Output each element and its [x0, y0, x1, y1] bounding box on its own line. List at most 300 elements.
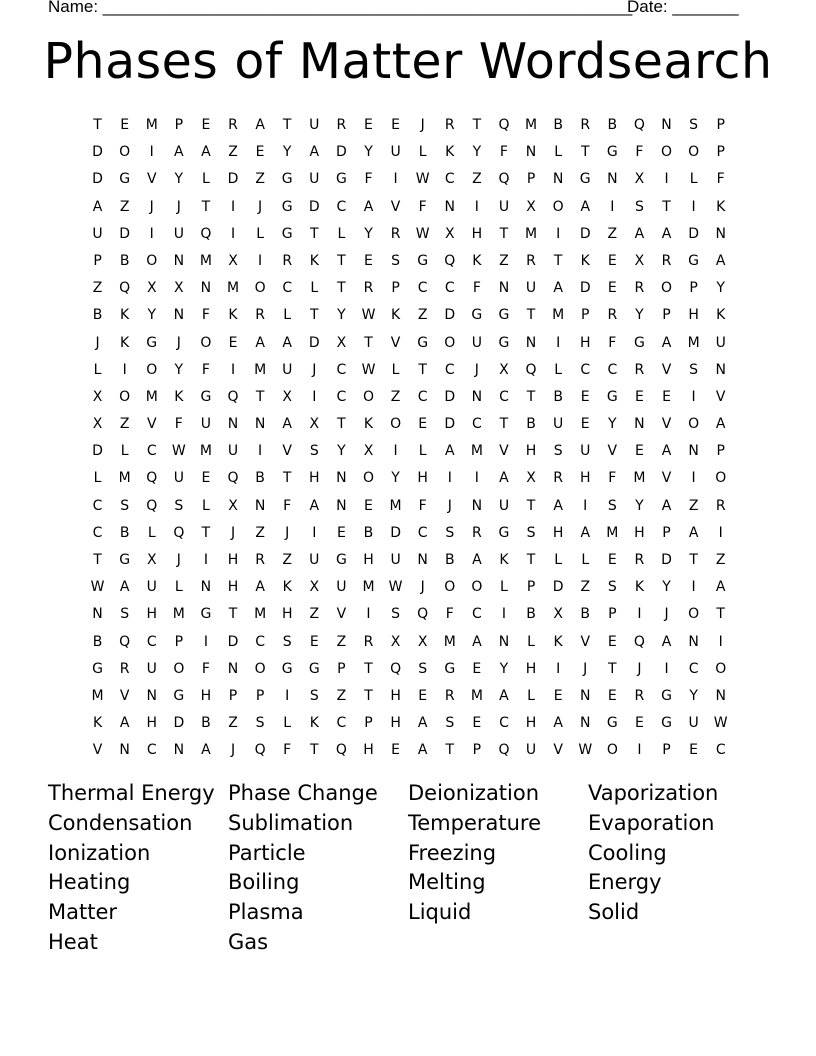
date-field-line: Date: _______	[627, 0, 739, 16]
grid-letter: D	[579, 225, 591, 242]
grid-letter: E	[580, 388, 590, 405]
grid-letter: T	[93, 552, 102, 568]
word-list-item: Condensation	[48, 810, 193, 835]
grid-letter: M	[118, 470, 131, 487]
grid-letter: L	[418, 443, 427, 460]
grid-letter: G	[335, 552, 347, 568]
grid-letter: B	[119, 252, 130, 269]
grid-letter: K	[92, 715, 103, 732]
grid-letter: X	[146, 552, 157, 568]
grid-letter: O	[688, 416, 700, 433]
grid-letter: I	[230, 361, 236, 378]
grid-letter: N	[498, 633, 510, 650]
grid-letter: R	[390, 225, 401, 242]
grid-letter: E	[418, 687, 428, 704]
grid-letter: J	[230, 524, 236, 541]
grid-letter: Z	[607, 225, 618, 242]
grid-letter: G	[119, 552, 131, 568]
grid-letter: D	[92, 171, 103, 188]
grid-letter: Y	[472, 144, 482, 161]
grid-letter: T	[201, 524, 211, 541]
grid-letter: N	[92, 606, 103, 623]
grid-letter: Q	[227, 470, 239, 487]
grid-letter: T	[472, 117, 482, 133]
grid-letter: I	[474, 470, 479, 487]
word-list-item: Heat	[48, 929, 98, 954]
grid-letter: A	[363, 198, 374, 215]
grid-letter: Q	[200, 225, 212, 242]
grid-letter: K	[716, 198, 726, 215]
word-list-item: Gas	[228, 929, 269, 954]
grid-letter: N	[336, 497, 347, 514]
grid-letter: L	[93, 361, 102, 378]
grid-letter: T	[228, 606, 238, 623]
grid-letter: L	[527, 687, 535, 704]
grid-letter: Q	[254, 742, 266, 759]
grid-letter: I	[230, 198, 236, 215]
grid-letter: L	[283, 307, 292, 324]
grid-letter: S	[391, 606, 401, 623]
grid-letter: N	[254, 416, 266, 433]
grid-letter: T	[337, 252, 346, 269]
grid-letter: A	[255, 579, 265, 596]
grid-letter: G	[281, 198, 293, 215]
grid-letter: V	[336, 606, 347, 623]
grid-letter: A	[499, 687, 509, 704]
grid-letter: R	[255, 307, 265, 324]
grid-letter: R	[119, 660, 130, 677]
grid-letter: Q	[119, 633, 131, 650]
grid-letter: T	[689, 552, 698, 568]
grid-letter: X	[228, 252, 238, 269]
grid-letter: Z	[119, 198, 130, 215]
grid-letter: I	[556, 334, 561, 351]
grid-letter: E	[364, 252, 373, 269]
grid-letter: G	[281, 660, 293, 677]
grid-letter: V	[553, 742, 563, 759]
grid-letter: M	[362, 579, 375, 596]
grid-letter: D	[227, 633, 239, 650]
grid-letter: O	[119, 388, 131, 405]
grid-letter: V	[92, 742, 103, 759]
word-list-item: Ionization	[48, 840, 151, 865]
grid-letter: M	[606, 524, 619, 541]
grid-letter: Y	[337, 307, 346, 324]
grid-letter: P	[472, 742, 482, 759]
grid-letter: A	[472, 633, 482, 650]
grid-letter: O	[173, 660, 185, 677]
grid-letter: K	[390, 307, 401, 324]
grid-letter: E	[634, 715, 644, 732]
grid-letter: C	[417, 280, 428, 297]
grid-letter: C	[444, 171, 455, 188]
grid-letter: I	[718, 524, 723, 541]
grid-letter: M	[389, 497, 402, 514]
grid-letter: I	[447, 470, 452, 487]
grid-letter: X	[92, 416, 103, 433]
grid-letter: T	[310, 307, 319, 324]
grid-letter: U	[498, 198, 510, 215]
grid-letter: J	[474, 361, 479, 378]
grid-letter: U	[282, 361, 293, 378]
grid-letter: B	[92, 307, 103, 324]
grid-letter: T	[526, 307, 536, 324]
grid-letter: V	[715, 388, 726, 405]
grid-letter: G	[498, 334, 510, 351]
grid-letter: T	[337, 280, 346, 297]
word-list-item: Melting	[408, 870, 486, 895]
grid-letter: I	[718, 633, 723, 650]
grid-letter: L	[202, 171, 210, 188]
grid-letter: W	[361, 361, 376, 378]
grid-letter: Z	[715, 552, 726, 568]
grid-letter: U	[580, 443, 591, 460]
grid-letter: F	[635, 144, 644, 161]
grid-letter: T	[310, 225, 319, 242]
grid-letter: L	[500, 579, 508, 596]
grid-letter: U	[553, 416, 564, 433]
grid-letter: W	[171, 443, 186, 460]
grid-letter: P	[581, 307, 590, 324]
grid-letter: G	[281, 225, 293, 242]
grid-letter: V	[390, 334, 401, 351]
grid-letter: L	[527, 633, 535, 650]
grid-letter: F	[472, 280, 481, 297]
grid-letter: P	[662, 307, 671, 324]
grid-letter: P	[337, 660, 346, 677]
grid-letter: M	[199, 443, 212, 460]
grid-letter: I	[203, 552, 208, 568]
word-list-item: Sublimation	[228, 810, 354, 835]
grid-letter: N	[715, 225, 726, 242]
grid-letter: K	[309, 715, 319, 732]
grid-letter: E	[201, 470, 211, 487]
grid-letter: H	[390, 687, 401, 704]
grid-letter: B	[580, 606, 591, 623]
grid-letter: C	[607, 361, 618, 378]
grid-letter: R	[526, 252, 536, 269]
grid-letter: J	[420, 117, 425, 133]
grid-letter: C	[471, 416, 482, 433]
grid-letter: C	[580, 361, 591, 378]
grid-letter: I	[393, 171, 398, 188]
grid-letter: R	[634, 552, 645, 568]
grid-letter: F	[201, 307, 210, 324]
grid-letter: P	[526, 579, 536, 596]
grid-letter: Z	[255, 524, 265, 541]
grid-letter: D	[308, 334, 320, 351]
grid-letter: G	[200, 606, 212, 623]
grid-letter: N	[227, 660, 239, 677]
grid-letter: S	[309, 687, 319, 704]
grid-letter: X	[92, 388, 103, 405]
grid-letter: O	[688, 144, 700, 161]
grid-letter: T	[418, 361, 427, 378]
grid-letter: C	[336, 715, 347, 732]
grid-letter: Y	[282, 144, 292, 161]
grid-letter: U	[309, 552, 320, 568]
grid-letter: A	[92, 198, 103, 215]
grid-letter: Y	[174, 361, 184, 378]
grid-letter: C	[499, 388, 509, 405]
grid-letter: S	[309, 443, 319, 460]
grid-letter: H	[146, 606, 157, 623]
word-list-item: Temperature	[408, 810, 542, 835]
grid-letter: U	[227, 443, 239, 460]
grid-letter: C	[146, 443, 157, 460]
grid-letter: Z	[499, 252, 509, 269]
grid-letter: W	[388, 579, 403, 596]
grid-letter: I	[664, 171, 669, 188]
grid-letter: U	[688, 715, 699, 732]
grid-letter: S	[445, 524, 455, 541]
grid-letter: D	[444, 307, 456, 324]
grid-letter: C	[499, 715, 509, 732]
grid-letter: N	[146, 687, 157, 704]
grid-letter: P	[662, 742, 671, 759]
grid-letter: O	[661, 144, 673, 161]
grid-letter: T	[608, 660, 617, 677]
grid-letter: I	[556, 225, 561, 242]
grid-letter: M	[199, 252, 212, 269]
grid-letter: U	[390, 144, 401, 161]
grid-letter: E	[418, 416, 428, 433]
word-list-item: Phase Change	[228, 781, 378, 805]
grid-letter: N	[715, 687, 726, 704]
grid-letter: U	[525, 742, 537, 759]
grid-letter: E	[607, 280, 617, 297]
grid-letter: S	[418, 660, 428, 677]
grid-letter: E	[607, 252, 617, 269]
grid-letter: L	[581, 552, 590, 568]
grid-letter: M	[470, 443, 483, 460]
grid-letter: H	[688, 307, 699, 324]
grid-letter: D	[227, 171, 239, 188]
grid-letter: J	[664, 606, 669, 623]
word-list-item: Matter	[48, 900, 118, 925]
grid-letter: I	[637, 606, 642, 623]
grid-letter: X	[309, 416, 320, 433]
grid-letter: D	[552, 579, 564, 596]
grid-letter: Z	[580, 579, 591, 596]
grid-letter: X	[526, 470, 536, 487]
grid-letter: C	[444, 280, 455, 297]
grid-letter: P	[526, 171, 536, 188]
grid-letter: Y	[689, 687, 698, 704]
grid-letter: I	[393, 443, 398, 460]
header-fields	[48, 0, 748, 17]
grid-letter: H	[146, 715, 157, 732]
grid-letter: T	[716, 606, 725, 623]
grid-letter: M	[145, 388, 158, 405]
grid-letter: M	[633, 470, 646, 487]
grid-letter: J	[95, 334, 100, 351]
grid-letter: A	[661, 497, 672, 514]
grid-letter: O	[254, 660, 266, 677]
grid-letter: E	[336, 524, 346, 541]
grid-letter: A	[201, 742, 211, 759]
grid-letter: C	[688, 660, 699, 677]
grid-letter: K	[120, 307, 130, 324]
grid-letter: E	[120, 117, 130, 133]
grid-letter: A	[688, 524, 699, 541]
grid-letter: N	[227, 416, 239, 433]
grid-letter: C	[282, 280, 293, 297]
grid-letter: D	[390, 524, 401, 541]
grid-letter: H	[200, 687, 212, 704]
grid-letter: Q	[390, 660, 402, 677]
grid-letter: L	[554, 144, 563, 161]
grid-letter: F	[174, 416, 183, 433]
grid-letter: G	[661, 687, 672, 704]
grid-letter: H	[363, 552, 374, 568]
grid-letter: I	[312, 388, 317, 405]
grid-letter: K	[580, 252, 590, 269]
grid-letter: A	[417, 715, 428, 732]
grid-letter: J	[447, 497, 452, 514]
grid-letter: O	[715, 470, 727, 487]
grid-letter: R	[444, 687, 455, 704]
grid-letter: T	[580, 144, 590, 161]
grid-letter: S	[174, 497, 184, 514]
grid-letter: U	[309, 117, 320, 133]
grid-letter: F	[608, 334, 617, 351]
grid-letter: H	[227, 579, 239, 596]
grid-letter: O	[362, 388, 374, 405]
grid-letter: H	[227, 552, 239, 568]
grid-letter: E	[255, 144, 265, 161]
grid-letter: V	[661, 470, 672, 487]
grid-letter: T	[364, 687, 373, 704]
grid-letter: E	[391, 742, 400, 759]
grid-letter: I	[610, 198, 615, 215]
grid-letter: I	[691, 579, 696, 596]
grid-letter: S	[607, 497, 617, 514]
grid-letter: P	[716, 443, 725, 460]
word-list-item: Freezing	[408, 840, 497, 865]
grid-letter: Z	[119, 416, 130, 433]
grid-letter: V	[146, 171, 157, 188]
grid-letter: L	[256, 225, 265, 242]
grid-letter: P	[662, 524, 671, 541]
grid-letter: R	[336, 117, 347, 133]
grid-letter: A	[580, 198, 591, 215]
grid-letter: U	[309, 171, 320, 188]
grid-letter: G	[606, 388, 618, 405]
word-list-item: Thermal Energy	[48, 781, 215, 805]
grid-letter: M	[226, 280, 240, 297]
grid-letter: U	[471, 334, 482, 351]
grid-letter: O	[661, 280, 673, 297]
grid-letter: D	[661, 552, 672, 568]
grid-letter: U	[92, 225, 103, 242]
grid-letter: X	[174, 280, 184, 297]
grid-letter: I	[691, 388, 696, 405]
grid-letter: P	[716, 144, 725, 161]
grid-letter: Q	[417, 606, 429, 623]
grid-letter: Y	[147, 307, 157, 324]
grid-letter: F	[418, 198, 427, 215]
grid-letter: A	[634, 225, 645, 242]
grid-letter: W	[415, 225, 430, 242]
grid-letter: A	[282, 334, 292, 351]
grid-letter: H	[363, 742, 374, 759]
grid-letter: X	[553, 606, 563, 623]
page-title: Phases of Matter Wordsearch	[43, 33, 773, 90]
grid-letter: R	[363, 633, 374, 650]
grid-letter: E	[472, 660, 482, 677]
grid-letter: C	[444, 361, 455, 378]
grid-letter: I	[149, 225, 154, 242]
grid-letter: H	[634, 524, 645, 541]
word-list-item: Heating	[48, 870, 131, 895]
grid-letter: R	[634, 361, 645, 378]
grid-letter: Y	[635, 497, 644, 514]
grid-letter: M	[172, 606, 185, 623]
grid-letter: O	[362, 470, 374, 487]
grid-letter: T	[526, 388, 536, 405]
grid-letter: U	[200, 416, 212, 433]
grid-letter: M	[687, 334, 700, 351]
grid-letter: N	[498, 280, 510, 297]
grid-letter: D	[444, 388, 456, 405]
grid-letter: Q	[146, 497, 158, 514]
grid-letter: B	[444, 552, 455, 568]
grid-letter: O	[444, 579, 456, 596]
grid-letter: B	[92, 633, 103, 650]
grid-letter: W	[578, 742, 593, 759]
grid-letter: T	[553, 252, 563, 269]
grid-letter: N	[173, 252, 185, 269]
grid-letter: X	[634, 252, 645, 269]
grid-letter: K	[716, 307, 726, 324]
grid-letter: O	[715, 660, 727, 677]
grid-letter: Q	[525, 361, 537, 378]
grid-letter: A	[715, 579, 726, 596]
grid-letter: C	[471, 606, 482, 623]
grid-letter: K	[120, 334, 130, 351]
grid-letter: C	[336, 198, 347, 215]
grid-letter: M	[145, 117, 158, 133]
grid-letter: N	[688, 443, 699, 460]
grid-letter: N	[173, 307, 185, 324]
grid-letter: Q	[119, 280, 131, 297]
grid-letter: N	[525, 144, 537, 161]
grid-letter: J	[420, 579, 425, 596]
grid-letter: A	[255, 334, 265, 351]
grid-letter: J	[583, 660, 588, 677]
grid-letter: C	[715, 742, 726, 759]
grid-letter: D	[336, 144, 347, 161]
grid-letter: Y	[662, 579, 671, 596]
grid-letter: C	[336, 388, 347, 405]
grid-letter: E	[228, 334, 238, 351]
grid-letter: P	[174, 633, 184, 650]
grid-letter: U	[146, 579, 157, 596]
grid-letter: P	[174, 117, 184, 133]
grid-letter: E	[364, 497, 373, 514]
grid-letter: X	[499, 361, 509, 378]
grid-letter: T	[526, 552, 536, 568]
grid-letter: C	[417, 388, 428, 405]
grid-letter: X	[634, 171, 645, 188]
grid-letter: Z	[309, 606, 320, 623]
grid-letter: W	[90, 579, 105, 596]
grid-letter: I	[664, 660, 669, 677]
grid-letter: A	[174, 144, 184, 161]
grid-letter: M	[443, 633, 456, 650]
grid-letter: Z	[92, 280, 103, 297]
